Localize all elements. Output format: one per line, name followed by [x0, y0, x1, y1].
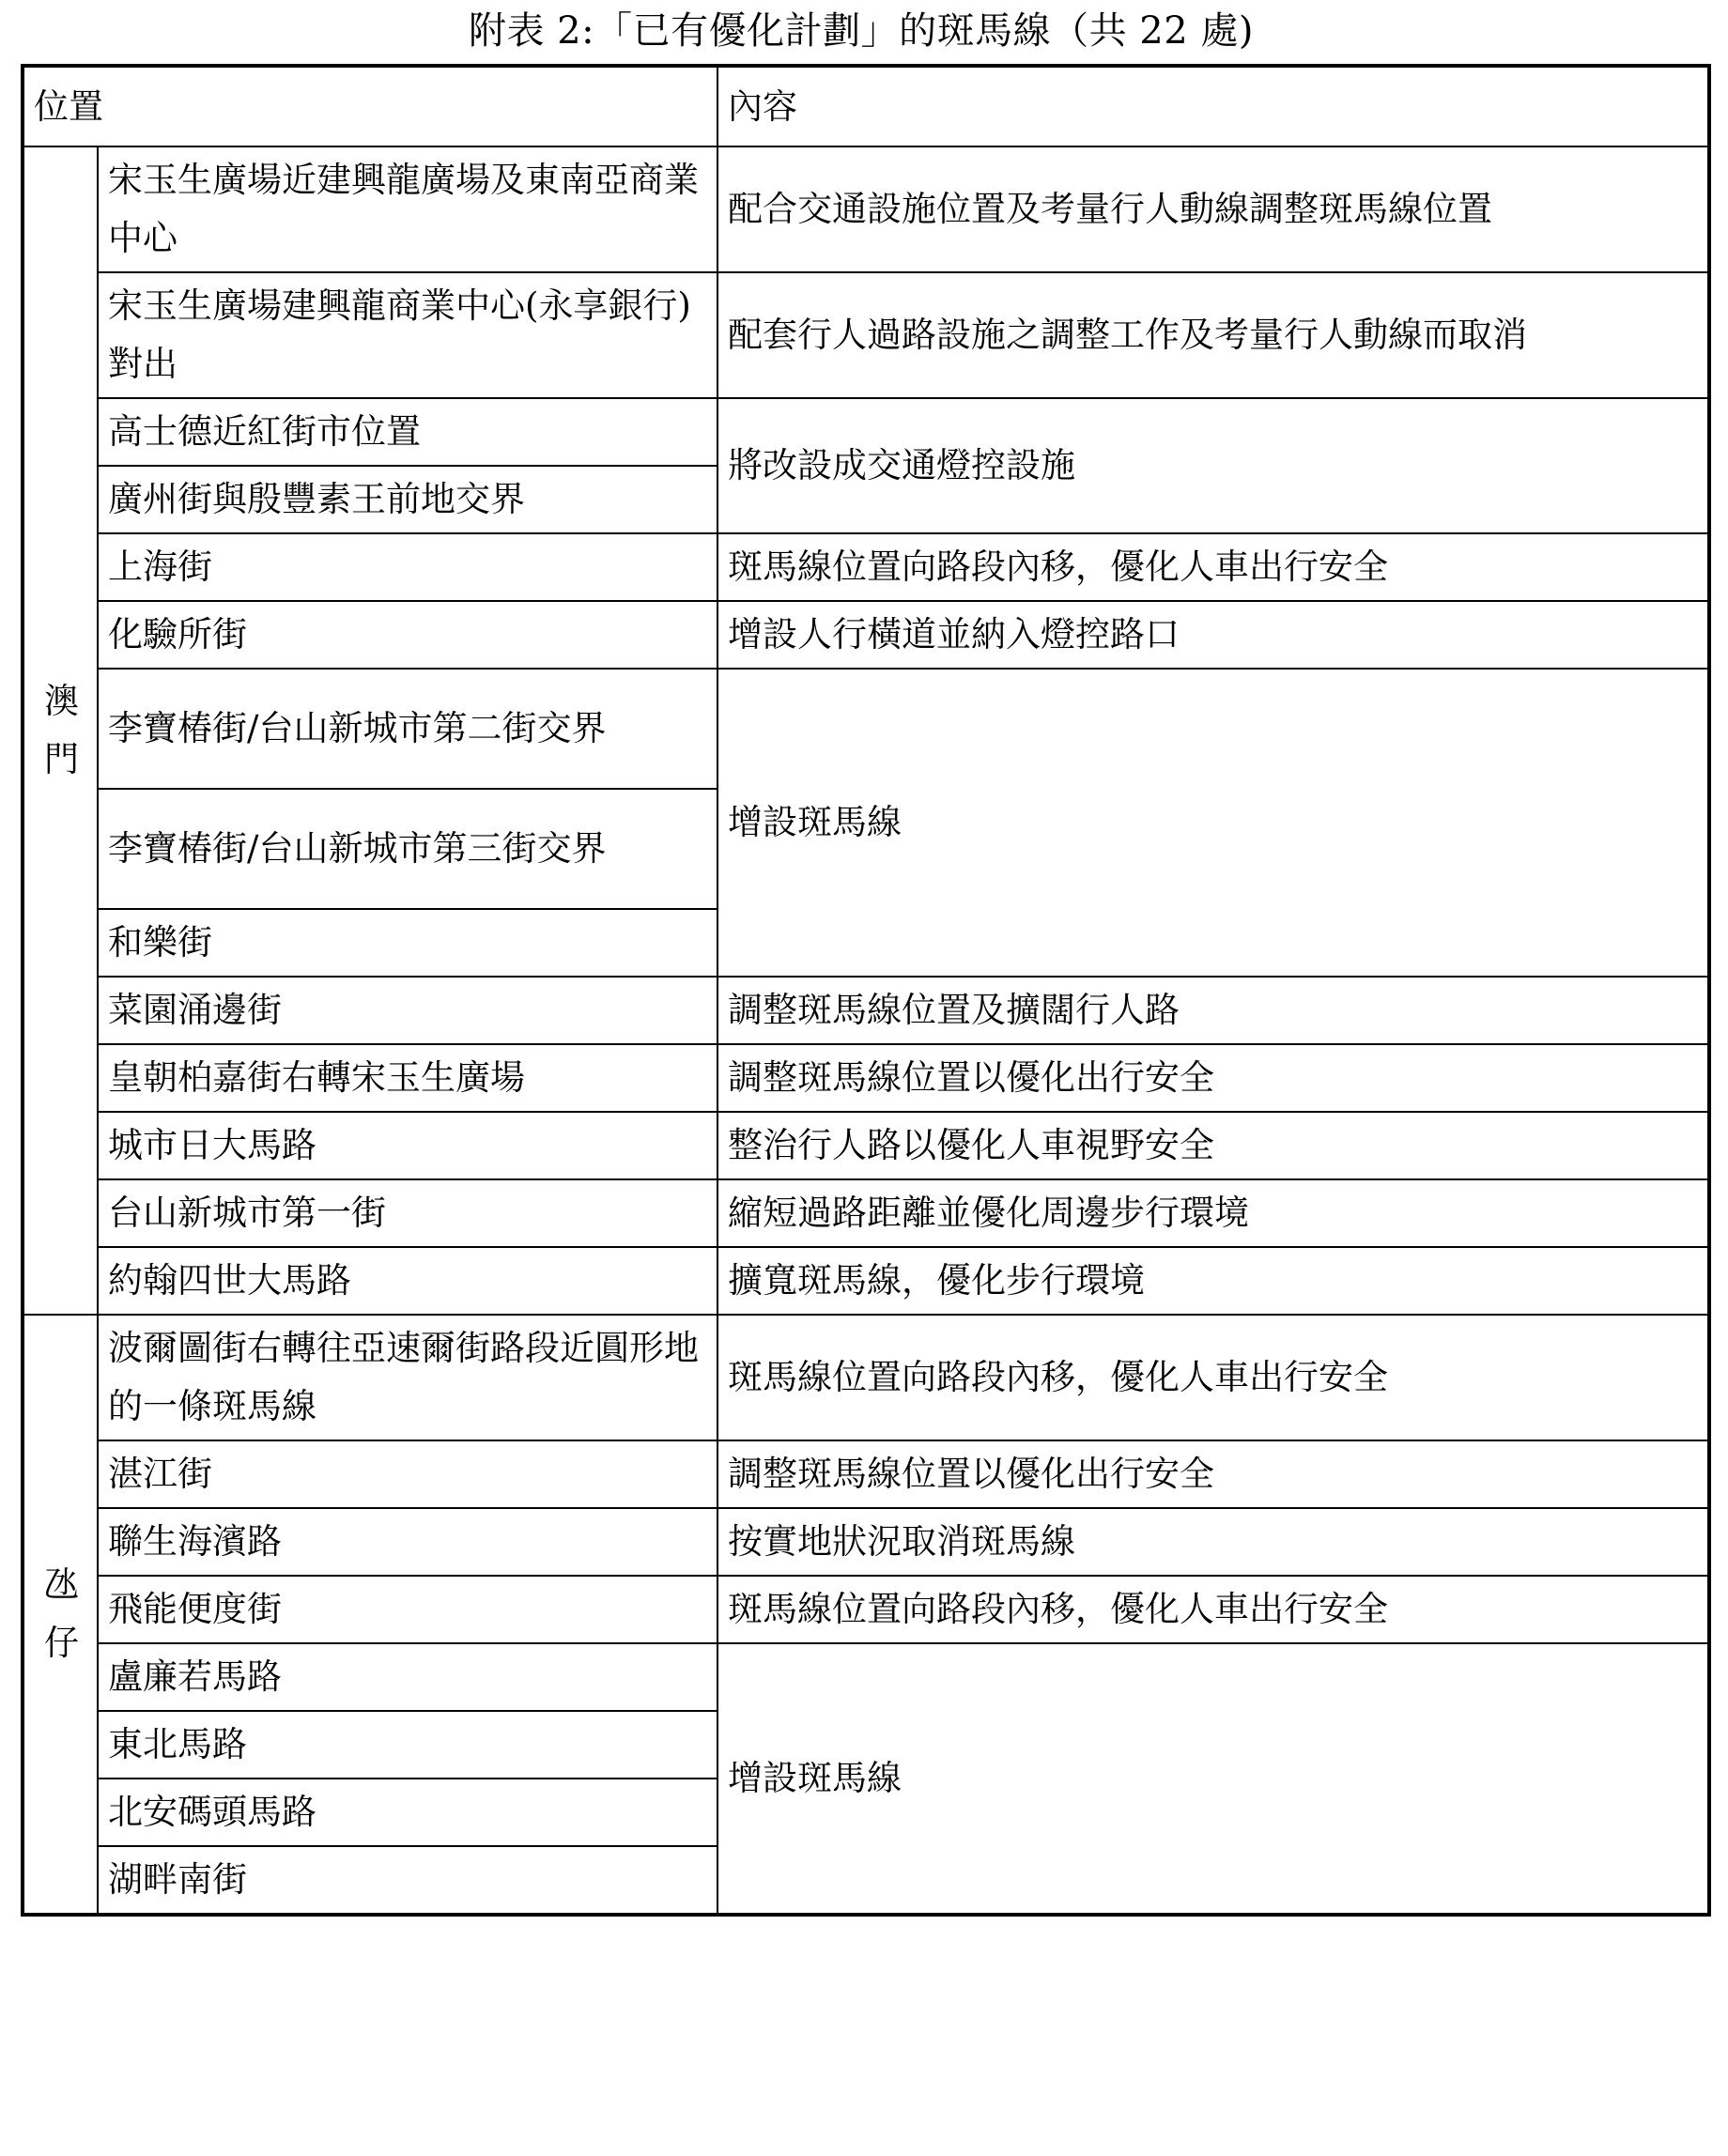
location-cell: 波爾圖街右轉往亞速爾街路段近圓形地的一條斑馬線	[98, 1315, 717, 1440]
region-label-char: 澳	[44, 681, 79, 721]
table-row	[23, 533, 1709, 601]
region-label-vertical-stack	[34, 672, 89, 789]
region-label-char: 氹	[44, 1564, 79, 1605]
table-row	[23, 1315, 1709, 1440]
location-cell: 皇朝柏嘉街右轉宋玉生廣場	[98, 1044, 717, 1112]
location-cell: 城市日大馬路	[98, 1112, 717, 1179]
location-cell: 化驗所街	[98, 601, 717, 669]
content-cell: 整治行人路以優化人車視野安全	[717, 1112, 1709, 1179]
location-cell: 東北馬路	[98, 1711, 717, 1779]
table-body	[23, 146, 1709, 1915]
content-cell: 將改設成交通燈控設施	[717, 398, 1709, 533]
content-cell: 增設斑馬線	[717, 1643, 1709, 1915]
table-row	[23, 1508, 1709, 1576]
region-label-macau	[23, 146, 98, 1315]
table-row	[23, 398, 1709, 466]
location-cell: 台山新城市第一街	[98, 1179, 717, 1247]
location-cell: 李寶椿街/台山新城市第三街交界	[98, 789, 717, 909]
location-cell: 和樂街	[98, 909, 717, 977]
location-cell: 宋玉生廣場近建興龍廣場及東南亞商業中心	[98, 146, 717, 272]
table-row	[23, 669, 1709, 789]
table-row	[23, 1179, 1709, 1247]
location-cell: 聯生海濱路	[98, 1508, 717, 1576]
region-label-char: 仔	[44, 1623, 79, 1663]
table-row	[23, 146, 1709, 272]
location-cell: 盧廉若馬路	[98, 1643, 717, 1711]
location-cell: 高士德近紅街市位置	[98, 398, 717, 466]
content-cell: 縮短過路距離並優化周邊步行環境	[717, 1179, 1709, 1247]
crosswalk-table	[21, 64, 1711, 1917]
region-label-char: 門	[44, 739, 79, 779]
table-row	[23, 601, 1709, 669]
content-cell: 配套行人過路設施之調整工作及考量行人動線而取消	[717, 272, 1709, 398]
table-header-row	[23, 66, 1709, 146]
location-cell: 宋玉生廣場建興龍商業中心(永享銀行)對出	[98, 272, 717, 398]
table-head	[23, 66, 1709, 146]
location-cell: 湛江街	[98, 1440, 717, 1508]
content-cell: 調整斑馬線位置以優化出行安全	[717, 1044, 1709, 1112]
content-cell: 增設人行橫道並納入燈控路口	[717, 601, 1709, 669]
table-row	[23, 1643, 1709, 1711]
content-cell: 擴寬斑馬線，優化步行環境	[717, 1247, 1709, 1315]
table-row	[23, 1440, 1709, 1508]
table-row	[23, 1112, 1709, 1179]
location-cell: 上海街	[98, 533, 717, 601]
content-cell: 配合交通設施位置及考量行人動線調整斑馬線位置	[717, 146, 1709, 272]
content-cell: 調整斑馬線位置以優化出行安全	[717, 1440, 1709, 1508]
column-header-location: 位置	[23, 66, 717, 146]
location-cell: 廣州街與殷豐素王前地交界	[98, 466, 717, 533]
content-cell: 按實地狀況取消斑馬線	[717, 1508, 1709, 1576]
content-cell: 斑馬線位置向路段內移，優化人車出行安全	[717, 1576, 1709, 1643]
location-cell: 飛能便度街	[98, 1576, 717, 1643]
table-row	[23, 272, 1709, 398]
content-cell: 斑馬線位置向路段內移，優化人車出行安全	[717, 1315, 1709, 1440]
region-label-vertical-stack	[34, 1556, 89, 1672]
location-cell: 北安碼頭馬路	[98, 1779, 717, 1846]
location-cell: 李寶椿街/台山新城市第二街交界	[98, 669, 717, 789]
table-row	[23, 1044, 1709, 1112]
table-row	[23, 1576, 1709, 1643]
column-header-content: 內容	[717, 66, 1709, 146]
location-cell: 約翰四世大馬路	[98, 1247, 717, 1315]
content-cell: 斑馬線位置向路段內移，優化人車出行安全	[717, 533, 1709, 601]
location-cell: 湖畔南街	[98, 1846, 717, 1915]
location-cell: 菜園涌邊街	[98, 977, 717, 1044]
content-cell: 調整斑馬線位置及擴闊行人路	[717, 977, 1709, 1044]
region-label-taipa	[23, 1315, 98, 1915]
table-row	[23, 977, 1709, 1044]
table-row	[23, 1247, 1709, 1315]
page-title: 附表 2:「已有優化計劃」的斑馬線（共 22 處)	[468, 9, 1255, 53]
content-cell: 增設斑馬線	[717, 669, 1709, 977]
